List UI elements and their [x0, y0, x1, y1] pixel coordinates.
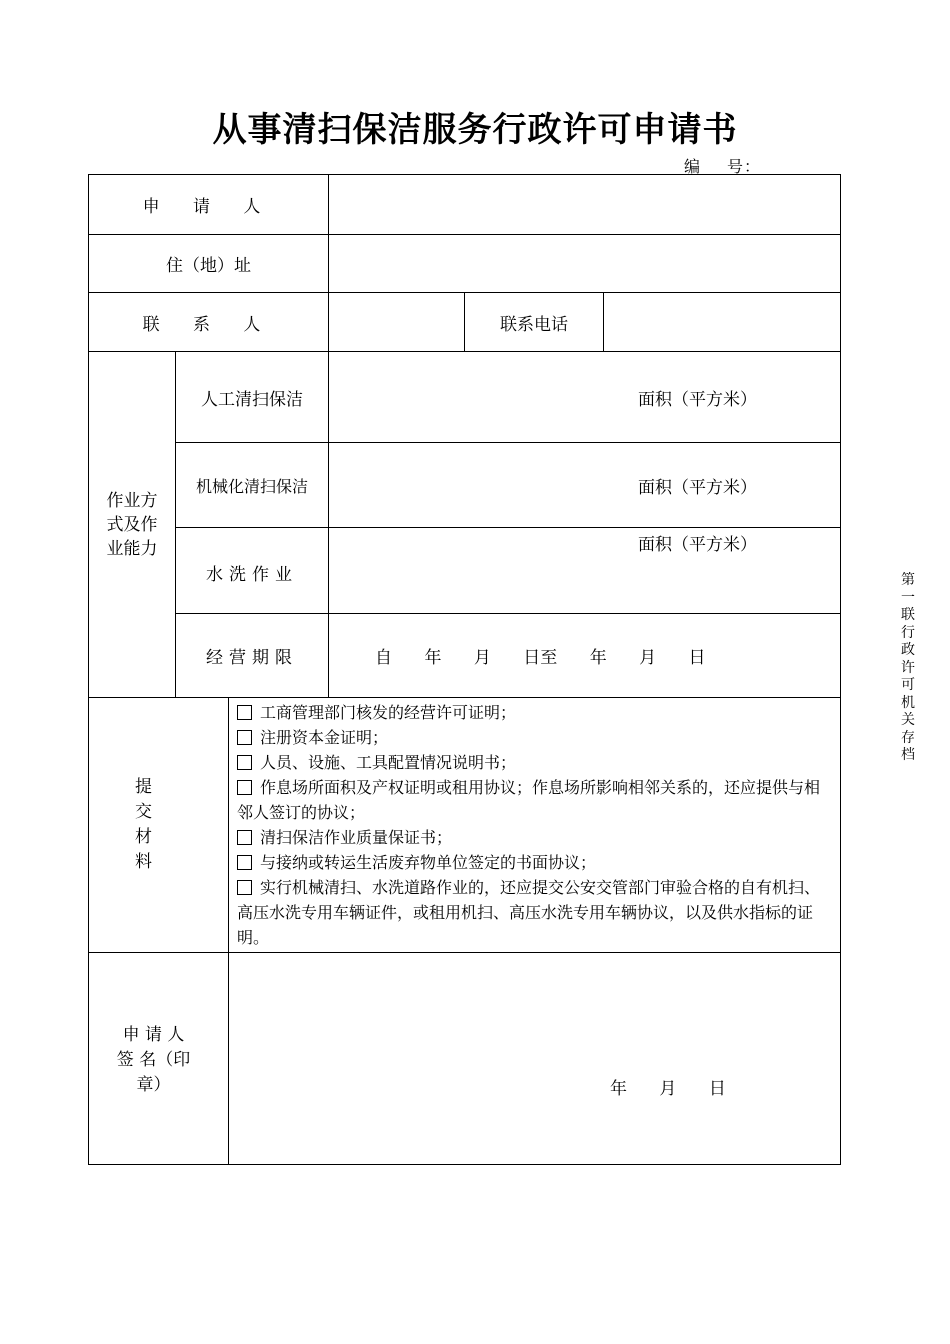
material-item: 与接纳或转运生活废弃物单位签定的书面协议； [237, 850, 834, 875]
operation-capacity-label: 作业方 式及作 业能力 [89, 352, 176, 698]
mechanical-cleaning-row [89, 443, 841, 528]
washing-row [89, 528, 841, 614]
period-value: 自 年 月 日至 年 月 日 [375, 648, 706, 668]
applicant-label: 申 请 人 [89, 175, 329, 235]
washing-area-label: 面积（平方米） [638, 535, 758, 555]
manual-cleaning-label: 人工清扫保洁 [176, 352, 329, 443]
phone-label: 联系电话 [465, 293, 604, 352]
washing-area-field[interactable] [329, 528, 841, 614]
contact-label: 联 系 人 [89, 293, 329, 352]
signature-date: 年 月 日 [610, 1079, 726, 1099]
washing-label: 水洗作业 [176, 528, 329, 614]
material-checkbox[interactable] [237, 730, 252, 745]
contact-row [89, 293, 841, 352]
serial-label-a: 编 [684, 157, 702, 176]
material-checkbox[interactable] [237, 880, 252, 895]
signature-field[interactable] [229, 953, 841, 1165]
signature-label: 申 请 人 签 名（印 章） [89, 953, 229, 1165]
material-checkbox[interactable] [237, 855, 252, 870]
materials-list [229, 698, 841, 953]
materials-row [89, 698, 841, 953]
period-field[interactable] [329, 614, 841, 698]
period-label: 经营期限 [176, 614, 329, 698]
material-checkbox[interactable] [237, 830, 252, 845]
materials-label: 提 交 材 料 [89, 698, 229, 953]
applicant-field[interactable] [329, 175, 841, 235]
mechanical-area-field[interactable] [329, 443, 841, 528]
material-checkbox[interactable] [237, 755, 252, 770]
period-row [89, 614, 841, 698]
manual-area-field[interactable] [329, 352, 841, 443]
page-title: 从事清扫保洁服务行政许可申请书 [212, 110, 738, 150]
material-checkbox[interactable] [237, 780, 252, 795]
material-checkbox[interactable] [237, 705, 252, 720]
mechanical-area-label: 面积（平方米） [638, 477, 758, 498]
phone-field[interactable] [604, 293, 841, 352]
applicant-row [89, 175, 841, 235]
address-row [89, 235, 841, 293]
application-form-table [88, 174, 841, 1165]
contact-field[interactable] [329, 293, 465, 352]
material-item: 工商管理部门核发的经营许可证明； [237, 700, 834, 725]
manual-cleaning-row [89, 352, 841, 443]
signature-row [89, 953, 841, 1165]
address-label: 住（地）址 [89, 235, 329, 293]
serial-label-b: 号： [727, 157, 762, 176]
material-item: 作息场所面积及产权证明或租用协议；作息场所影响相邻关系的，还应提供与相邻人签订的协议； [237, 778, 821, 822]
copy-note: 第 一 联 行 政 许 可 机 关 存 档 [901, 572, 915, 763]
mechanical-cleaning-label: 机械化清扫保洁 [176, 443, 329, 528]
material-item: 清扫保洁作业质量保证书； [237, 825, 834, 850]
material-item: 实行机械清扫、水洗道路作业的，还应提交公安交管部门审验合格的自有机扫、高压水洗专用车辆证件，或租用机扫、高压水洗专用车辆协议，以及供水指标的证明。 [237, 878, 821, 947]
material-item: 人员、设施、工具配置情况说明书； [237, 750, 834, 775]
address-field[interactable] [329, 235, 841, 293]
material-item: 注册资本金证明； [237, 725, 834, 750]
manual-area-label: 面积（平方米） [638, 389, 758, 410]
